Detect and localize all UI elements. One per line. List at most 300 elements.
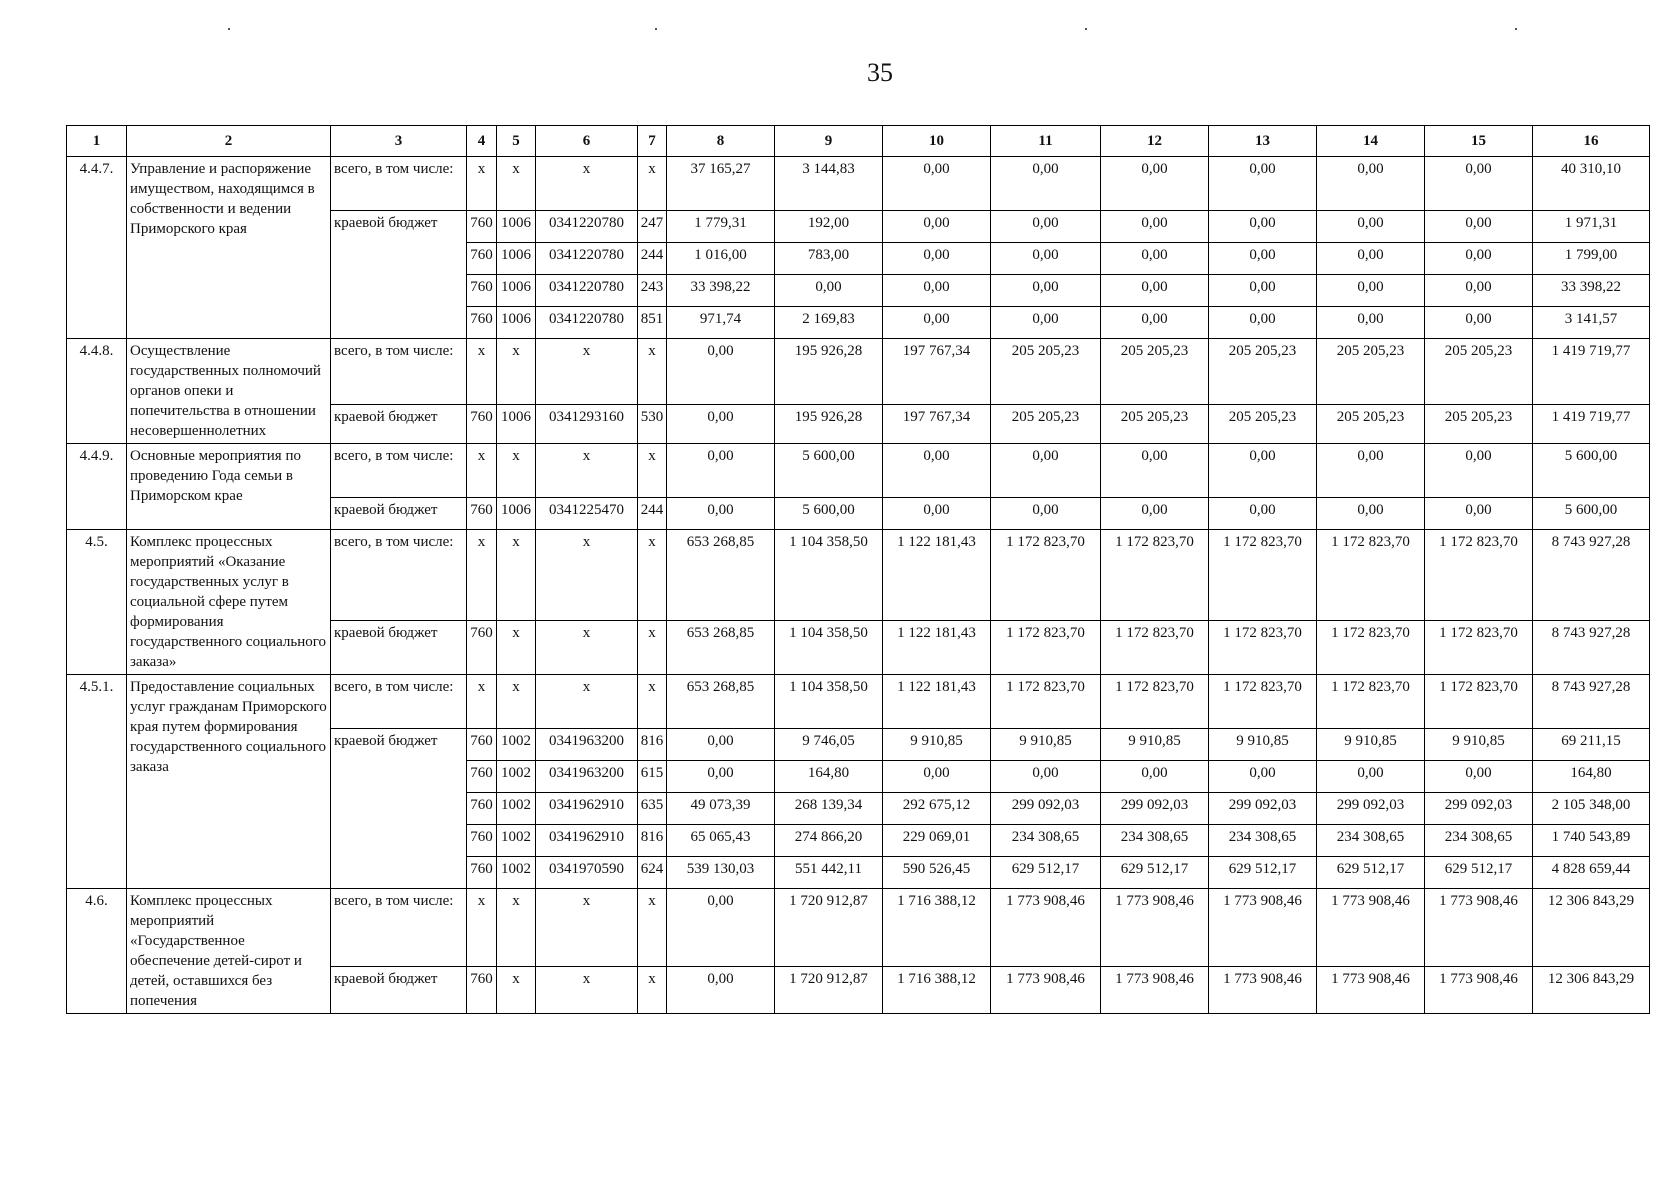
scan-dot bbox=[1515, 28, 1517, 30]
code-section: 1006 bbox=[497, 243, 536, 275]
amount-cell: 0,00 bbox=[1209, 157, 1317, 211]
scan-dot bbox=[1085, 28, 1087, 30]
amount-cell: 1 172 823,70 bbox=[1101, 530, 1209, 621]
amount-cell: 653 268,85 bbox=[667, 530, 775, 621]
row-number: 4.5.1. bbox=[67, 675, 127, 889]
amount-cell: 164,80 bbox=[775, 761, 883, 793]
column-header: 14 bbox=[1317, 126, 1425, 157]
amount-cell: 0,00 bbox=[883, 761, 991, 793]
amount-cell: 0,00 bbox=[667, 889, 775, 967]
column-header: 16 bbox=[1533, 126, 1650, 157]
column-header: 9 bbox=[775, 126, 883, 157]
row-number: 4.5. bbox=[67, 530, 127, 675]
measure-name: Предоставление социальных услуг гражданам Приморского края путем формирования государственного социального заказа bbox=[127, 675, 331, 889]
amount-cell: 0,00 bbox=[991, 243, 1101, 275]
amount-cell: 292 675,12 bbox=[883, 793, 991, 825]
amount-cell: 629 512,17 bbox=[1425, 857, 1533, 889]
code-expense-type: x bbox=[638, 621, 667, 675]
table-row bbox=[67, 530, 1650, 621]
code-expense-type: 615 bbox=[638, 761, 667, 793]
amount-cell: 9 910,85 bbox=[991, 729, 1101, 761]
amount-cell: 9 746,05 bbox=[775, 729, 883, 761]
row-number: 4.6. bbox=[67, 889, 127, 1014]
code-section: 1002 bbox=[497, 793, 536, 825]
amount-cell: 0,00 bbox=[1317, 157, 1425, 211]
amount-cell: 299 092,03 bbox=[1317, 793, 1425, 825]
amount-cell: 5 600,00 bbox=[775, 498, 883, 530]
column-header: 8 bbox=[667, 126, 775, 157]
amount-cell: 40 310,10 bbox=[1533, 157, 1650, 211]
amount-cell: 0,00 bbox=[667, 761, 775, 793]
amount-cell: 653 268,85 bbox=[667, 621, 775, 675]
code-target: 0341220780 bbox=[536, 243, 638, 275]
amount-cell: 0,00 bbox=[1101, 444, 1209, 498]
code-expense-type: x bbox=[638, 157, 667, 211]
amount-cell: 299 092,03 bbox=[1101, 793, 1209, 825]
amount-cell: 49 073,39 bbox=[667, 793, 775, 825]
code-expense-type: 816 bbox=[638, 825, 667, 857]
amount-cell: 1 172 823,70 bbox=[991, 675, 1101, 729]
code-ministry: x bbox=[467, 339, 497, 405]
code-target: x bbox=[536, 339, 638, 405]
code-expense-type: x bbox=[638, 675, 667, 729]
funding-source: всего, в том числе: bbox=[331, 675, 467, 729]
amount-cell: 234 308,65 bbox=[991, 825, 1101, 857]
amount-cell: 0,00 bbox=[1101, 211, 1209, 243]
code-expense-type: 530 bbox=[638, 404, 667, 443]
amount-cell: 195 926,28 bbox=[775, 404, 883, 443]
amount-cell: 197 767,34 bbox=[883, 339, 991, 405]
amount-cell: 205 205,23 bbox=[991, 339, 1101, 405]
code-target: x bbox=[536, 889, 638, 967]
amount-cell: 1 172 823,70 bbox=[1425, 530, 1533, 621]
column-header: 1 bbox=[67, 126, 127, 157]
code-ministry: 760 bbox=[467, 404, 497, 443]
amount-cell: 971,74 bbox=[667, 307, 775, 339]
amount-cell: 1 122 181,43 bbox=[883, 675, 991, 729]
amount-cell: 0,00 bbox=[1209, 243, 1317, 275]
code-expense-type: x bbox=[638, 889, 667, 967]
amount-cell: 1 172 823,70 bbox=[991, 530, 1101, 621]
amount-cell: 1 172 823,70 bbox=[1317, 621, 1425, 675]
measure-name: Комплекс процессных мероприятий «Государственное обеспечение детей-сирот и детей, оставшихся без попечения bbox=[127, 889, 331, 1014]
amount-cell: 205 205,23 bbox=[1425, 339, 1533, 405]
amount-cell: 0,00 bbox=[883, 307, 991, 339]
amount-cell: 205 205,23 bbox=[1425, 404, 1533, 443]
code-section: x bbox=[497, 339, 536, 405]
amount-cell: 0,00 bbox=[883, 498, 991, 530]
amount-cell: 1 773 908,46 bbox=[1317, 967, 1425, 1014]
amount-cell: 0,00 bbox=[1317, 275, 1425, 307]
amount-cell: 1 172 823,70 bbox=[1317, 530, 1425, 621]
amount-cell: 0,00 bbox=[991, 275, 1101, 307]
amount-cell: 195 926,28 bbox=[775, 339, 883, 405]
amount-cell: 1 971,31 bbox=[1533, 211, 1650, 243]
code-section: 1006 bbox=[497, 404, 536, 443]
code-expense-type: 247 bbox=[638, 211, 667, 243]
column-header: 7 bbox=[638, 126, 667, 157]
amount-cell: 0,00 bbox=[1317, 761, 1425, 793]
measure-name: Осуществление государственных полномочий органов опеки и попечительства в отношении несовершеннолетних bbox=[127, 339, 331, 444]
code-expense-type: x bbox=[638, 444, 667, 498]
column-header: 12 bbox=[1101, 126, 1209, 157]
amount-cell: 0,00 bbox=[1101, 275, 1209, 307]
code-section: x bbox=[497, 157, 536, 211]
funding-source: краевой бюджет bbox=[331, 967, 467, 1014]
amount-cell: 1 104 358,50 bbox=[775, 530, 883, 621]
amount-cell: 0,00 bbox=[1317, 243, 1425, 275]
amount-cell: 0,00 bbox=[1209, 498, 1317, 530]
code-expense-type: 244 bbox=[638, 498, 667, 530]
amount-cell: 0,00 bbox=[883, 157, 991, 211]
amount-cell: 0,00 bbox=[1425, 444, 1533, 498]
code-expense-type: 851 bbox=[638, 307, 667, 339]
amount-cell: 9 910,85 bbox=[1101, 729, 1209, 761]
amount-cell: 1 799,00 bbox=[1533, 243, 1650, 275]
code-section: x bbox=[497, 889, 536, 967]
code-target: 0341225470 bbox=[536, 498, 638, 530]
header-row bbox=[67, 126, 1650, 157]
code-ministry: x bbox=[467, 675, 497, 729]
amount-cell: 0,00 bbox=[667, 498, 775, 530]
amount-cell: 0,00 bbox=[667, 729, 775, 761]
column-header: 11 bbox=[991, 126, 1101, 157]
amount-cell: 205 205,23 bbox=[1101, 339, 1209, 405]
amount-cell: 1 172 823,70 bbox=[1209, 621, 1317, 675]
amount-cell: 551 442,11 bbox=[775, 857, 883, 889]
amount-cell: 0,00 bbox=[1101, 498, 1209, 530]
amount-cell: 5 600,00 bbox=[1533, 444, 1650, 498]
code-target: 0341962910 bbox=[536, 793, 638, 825]
code-target: x bbox=[536, 157, 638, 211]
amount-cell: 12 306 843,29 bbox=[1533, 967, 1650, 1014]
row-number: 4.4.8. bbox=[67, 339, 127, 444]
code-expense-type: 243 bbox=[638, 275, 667, 307]
column-header: 10 bbox=[883, 126, 991, 157]
funding-source: краевой бюджет bbox=[331, 404, 467, 443]
measure-name: Основные мероприятия по проведению Года семьи в Приморском крае bbox=[127, 444, 331, 530]
code-ministry: 760 bbox=[467, 857, 497, 889]
amount-cell: 0,00 bbox=[667, 404, 775, 443]
code-ministry: 760 bbox=[467, 307, 497, 339]
amount-cell: 0,00 bbox=[1425, 275, 1533, 307]
table-row bbox=[67, 889, 1650, 967]
funding-source: всего, в том числе: bbox=[331, 339, 467, 405]
funding-source: краевой бюджет bbox=[331, 621, 467, 675]
amount-cell: 1 419 719,77 bbox=[1533, 404, 1650, 443]
amount-cell: 234 308,65 bbox=[1425, 825, 1533, 857]
code-section: x bbox=[497, 530, 536, 621]
code-target: 0341970590 bbox=[536, 857, 638, 889]
amount-cell: 1 172 823,70 bbox=[1425, 621, 1533, 675]
amount-cell: 1 172 823,70 bbox=[1101, 675, 1209, 729]
amount-cell: 0,00 bbox=[991, 444, 1101, 498]
code-target: 0341963200 bbox=[536, 729, 638, 761]
code-expense-type: x bbox=[638, 530, 667, 621]
amount-cell: 234 308,65 bbox=[1317, 825, 1425, 857]
amount-cell: 2 105 348,00 bbox=[1533, 793, 1650, 825]
amount-cell: 9 910,85 bbox=[1425, 729, 1533, 761]
amount-cell: 234 308,65 bbox=[1101, 825, 1209, 857]
amount-cell: 65 065,43 bbox=[667, 825, 775, 857]
amount-cell: 3 141,57 bbox=[1533, 307, 1650, 339]
code-ministry: 760 bbox=[467, 761, 497, 793]
amount-cell: 629 512,17 bbox=[1101, 857, 1209, 889]
row-number: 4.4.9. bbox=[67, 444, 127, 530]
amount-cell: 1 716 388,12 bbox=[883, 967, 991, 1014]
amount-cell: 0,00 bbox=[1209, 211, 1317, 243]
funding-source: всего, в том числе: bbox=[331, 157, 467, 211]
code-section: 1002 bbox=[497, 857, 536, 889]
amount-cell: 629 512,17 bbox=[991, 857, 1101, 889]
funding-source: краевой бюджет bbox=[331, 211, 467, 339]
amount-cell: 3 144,83 bbox=[775, 157, 883, 211]
code-ministry: 760 bbox=[467, 621, 497, 675]
amount-cell: 1 773 908,46 bbox=[1425, 889, 1533, 967]
code-ministry: 760 bbox=[467, 825, 497, 857]
amount-cell: 0,00 bbox=[667, 967, 775, 1014]
measure-name: Комплекс процессных мероприятий «Оказание государственных услуг в социальной сфере путем формирования государственного социального заказа» bbox=[127, 530, 331, 675]
amount-cell: 0,00 bbox=[1425, 211, 1533, 243]
amount-cell: 0,00 bbox=[991, 498, 1101, 530]
page-number: 35 bbox=[867, 58, 893, 87]
amount-cell: 0,00 bbox=[991, 761, 1101, 793]
code-target: x bbox=[536, 621, 638, 675]
amount-cell: 0,00 bbox=[1209, 761, 1317, 793]
amount-cell: 0,00 bbox=[1317, 211, 1425, 243]
amount-cell: 1 773 908,46 bbox=[1317, 889, 1425, 967]
scan-dot bbox=[655, 28, 657, 30]
amount-cell: 0,00 bbox=[1317, 444, 1425, 498]
table-row bbox=[67, 157, 1650, 211]
amount-cell: 205 205,23 bbox=[1101, 404, 1209, 443]
amount-cell: 1 720 912,87 bbox=[775, 967, 883, 1014]
code-target: 0341962910 bbox=[536, 825, 638, 857]
code-section: 1006 bbox=[497, 307, 536, 339]
amount-cell: 1 104 358,50 bbox=[775, 621, 883, 675]
amount-cell: 12 306 843,29 bbox=[1533, 889, 1650, 967]
amount-cell: 192,00 bbox=[775, 211, 883, 243]
code-target: x bbox=[536, 967, 638, 1014]
code-ministry: 760 bbox=[467, 498, 497, 530]
amount-cell: 1 773 908,46 bbox=[1209, 889, 1317, 967]
amount-cell: 0,00 bbox=[667, 444, 775, 498]
code-target: x bbox=[536, 444, 638, 498]
code-expense-type: 635 bbox=[638, 793, 667, 825]
amount-cell: 0,00 bbox=[1101, 307, 1209, 339]
code-section: 1002 bbox=[497, 825, 536, 857]
amount-cell: 1 773 908,46 bbox=[1425, 967, 1533, 1014]
amount-cell: 0,00 bbox=[883, 275, 991, 307]
code-section: 1002 bbox=[497, 729, 536, 761]
amount-cell: 1 419 719,77 bbox=[1533, 339, 1650, 405]
amount-cell: 0,00 bbox=[775, 275, 883, 307]
amount-cell: 539 130,03 bbox=[667, 857, 775, 889]
amount-cell: 8 743 927,28 bbox=[1533, 621, 1650, 675]
amount-cell: 1 773 908,46 bbox=[991, 967, 1101, 1014]
funding-source: краевой бюджет bbox=[331, 729, 467, 889]
amount-cell: 299 092,03 bbox=[1425, 793, 1533, 825]
amount-cell: 0,00 bbox=[1101, 243, 1209, 275]
amount-cell: 5 600,00 bbox=[1533, 498, 1650, 530]
code-ministry: x bbox=[467, 444, 497, 498]
amount-cell: 0,00 bbox=[1209, 275, 1317, 307]
amount-cell: 9 910,85 bbox=[883, 729, 991, 761]
amount-cell: 0,00 bbox=[883, 243, 991, 275]
funding-source: всего, в том числе: bbox=[331, 530, 467, 621]
amount-cell: 0,00 bbox=[991, 157, 1101, 211]
amount-cell: 69 211,15 bbox=[1533, 729, 1650, 761]
amount-cell: 4 828 659,44 bbox=[1533, 857, 1650, 889]
amount-cell: 1 779,31 bbox=[667, 211, 775, 243]
table-row bbox=[67, 444, 1650, 498]
code-ministry: x bbox=[467, 530, 497, 621]
amount-cell: 2 169,83 bbox=[775, 307, 883, 339]
amount-cell: 0,00 bbox=[1317, 307, 1425, 339]
column-header: 4 bbox=[467, 126, 497, 157]
amount-cell: 0,00 bbox=[1425, 498, 1533, 530]
amount-cell: 205 205,23 bbox=[1209, 339, 1317, 405]
code-target: 0341220780 bbox=[536, 275, 638, 307]
code-target: 0341220780 bbox=[536, 211, 638, 243]
code-section: 1006 bbox=[497, 211, 536, 243]
measure-name: Управление и распоряжение имуществом, находящимся в собственности и ведении Приморского края bbox=[127, 157, 331, 339]
amount-cell: 1 172 823,70 bbox=[1209, 530, 1317, 621]
amount-cell: 0,00 bbox=[883, 444, 991, 498]
funding-source: краевой бюджет bbox=[331, 498, 467, 530]
amount-cell: 205 205,23 bbox=[1317, 339, 1425, 405]
column-header: 15 bbox=[1425, 126, 1533, 157]
amount-cell: 629 512,17 bbox=[1317, 857, 1425, 889]
code-section: x bbox=[497, 621, 536, 675]
column-header: 2 bbox=[127, 126, 331, 157]
amount-cell: 0,00 bbox=[1317, 498, 1425, 530]
budget-table bbox=[66, 125, 1650, 1014]
amount-cell: 1 172 823,70 bbox=[1317, 675, 1425, 729]
amount-cell: 0,00 bbox=[1425, 761, 1533, 793]
code-target: 0341293160 bbox=[536, 404, 638, 443]
amount-cell: 1 773 908,46 bbox=[1209, 967, 1317, 1014]
amount-cell: 33 398,22 bbox=[667, 275, 775, 307]
code-ministry: 760 bbox=[467, 275, 497, 307]
code-section: x bbox=[497, 444, 536, 498]
table-row bbox=[67, 675, 1650, 729]
code-ministry: 760 bbox=[467, 729, 497, 761]
code-target: x bbox=[536, 675, 638, 729]
amount-cell: 274 866,20 bbox=[775, 825, 883, 857]
amount-cell: 33 398,22 bbox=[1533, 275, 1650, 307]
funding-source: всего, в том числе: bbox=[331, 444, 467, 498]
code-ministry: 760 bbox=[467, 967, 497, 1014]
amount-cell: 205 205,23 bbox=[991, 404, 1101, 443]
amount-cell: 0,00 bbox=[667, 339, 775, 405]
amount-cell: 1 172 823,70 bbox=[1101, 621, 1209, 675]
code-target: 0341220780 bbox=[536, 307, 638, 339]
amount-cell: 0,00 bbox=[1101, 157, 1209, 211]
amount-cell: 1 016,00 bbox=[667, 243, 775, 275]
amount-cell: 783,00 bbox=[775, 243, 883, 275]
code-section: 1006 bbox=[497, 275, 536, 307]
amount-cell: 164,80 bbox=[1533, 761, 1650, 793]
amount-cell: 5 600,00 bbox=[775, 444, 883, 498]
amount-cell: 1 773 908,46 bbox=[991, 889, 1101, 967]
amount-cell: 229 069,01 bbox=[883, 825, 991, 857]
amount-cell: 1 104 358,50 bbox=[775, 675, 883, 729]
row-number: 4.4.7. bbox=[67, 157, 127, 339]
scan-dot bbox=[228, 28, 230, 30]
amount-cell: 234 308,65 bbox=[1209, 825, 1317, 857]
amount-cell: 0,00 bbox=[1425, 307, 1533, 339]
amount-cell: 205 205,23 bbox=[1317, 404, 1425, 443]
code-expense-type: 244 bbox=[638, 243, 667, 275]
code-target: 0341963200 bbox=[536, 761, 638, 793]
amount-cell: 1 172 823,70 bbox=[1209, 675, 1317, 729]
amount-cell: 1 172 823,70 bbox=[1425, 675, 1533, 729]
amount-cell: 9 910,85 bbox=[1317, 729, 1425, 761]
amount-cell: 0,00 bbox=[1101, 761, 1209, 793]
code-ministry: x bbox=[467, 157, 497, 211]
amount-cell: 299 092,03 bbox=[991, 793, 1101, 825]
amount-cell: 299 092,03 bbox=[1209, 793, 1317, 825]
amount-cell: 629 512,17 bbox=[1209, 857, 1317, 889]
amount-cell: 0,00 bbox=[1209, 444, 1317, 498]
code-ministry: x bbox=[467, 889, 497, 967]
amount-cell: 1 716 388,12 bbox=[883, 889, 991, 967]
amount-cell: 205 205,23 bbox=[1209, 404, 1317, 443]
column-header: 13 bbox=[1209, 126, 1317, 157]
amount-cell: 1 122 181,43 bbox=[883, 530, 991, 621]
code-section: x bbox=[497, 675, 536, 729]
amount-cell: 0,00 bbox=[883, 211, 991, 243]
code-ministry: 760 bbox=[467, 211, 497, 243]
column-header: 6 bbox=[536, 126, 638, 157]
code-expense-type: x bbox=[638, 339, 667, 405]
code-expense-type: x bbox=[638, 967, 667, 1014]
code-target: x bbox=[536, 530, 638, 621]
amount-cell: 0,00 bbox=[991, 211, 1101, 243]
table-body bbox=[67, 157, 1650, 1014]
column-header: 5 bbox=[497, 126, 536, 157]
code-section: x bbox=[497, 967, 536, 1014]
column-header: 3 bbox=[331, 126, 467, 157]
amount-cell: 1 122 181,43 bbox=[883, 621, 991, 675]
code-section: 1006 bbox=[497, 498, 536, 530]
amount-cell: 0,00 bbox=[1209, 307, 1317, 339]
amount-cell: 1 773 908,46 bbox=[1101, 889, 1209, 967]
amount-cell: 1 172 823,70 bbox=[991, 621, 1101, 675]
amount-cell: 653 268,85 bbox=[667, 675, 775, 729]
amount-cell: 1 773 908,46 bbox=[1101, 967, 1209, 1014]
funding-source: всего, в том числе: bbox=[331, 889, 467, 967]
amount-cell: 268 139,34 bbox=[775, 793, 883, 825]
table-row bbox=[67, 339, 1650, 405]
amount-cell: 0,00 bbox=[1425, 157, 1533, 211]
amount-cell: 9 910,85 bbox=[1209, 729, 1317, 761]
amount-cell: 8 743 927,28 bbox=[1533, 530, 1650, 621]
code-section: 1002 bbox=[497, 761, 536, 793]
amount-cell: 0,00 bbox=[991, 307, 1101, 339]
amount-cell: 8 743 927,28 bbox=[1533, 675, 1650, 729]
amount-cell: 37 165,27 bbox=[667, 157, 775, 211]
code-expense-type: 624 bbox=[638, 857, 667, 889]
code-expense-type: 816 bbox=[638, 729, 667, 761]
amount-cell: 197 767,34 bbox=[883, 404, 991, 443]
amount-cell: 590 526,45 bbox=[883, 857, 991, 889]
code-ministry: 760 bbox=[467, 793, 497, 825]
amount-cell: 1 740 543,89 bbox=[1533, 825, 1650, 857]
code-ministry: 760 bbox=[467, 243, 497, 275]
amount-cell: 1 720 912,87 bbox=[775, 889, 883, 967]
